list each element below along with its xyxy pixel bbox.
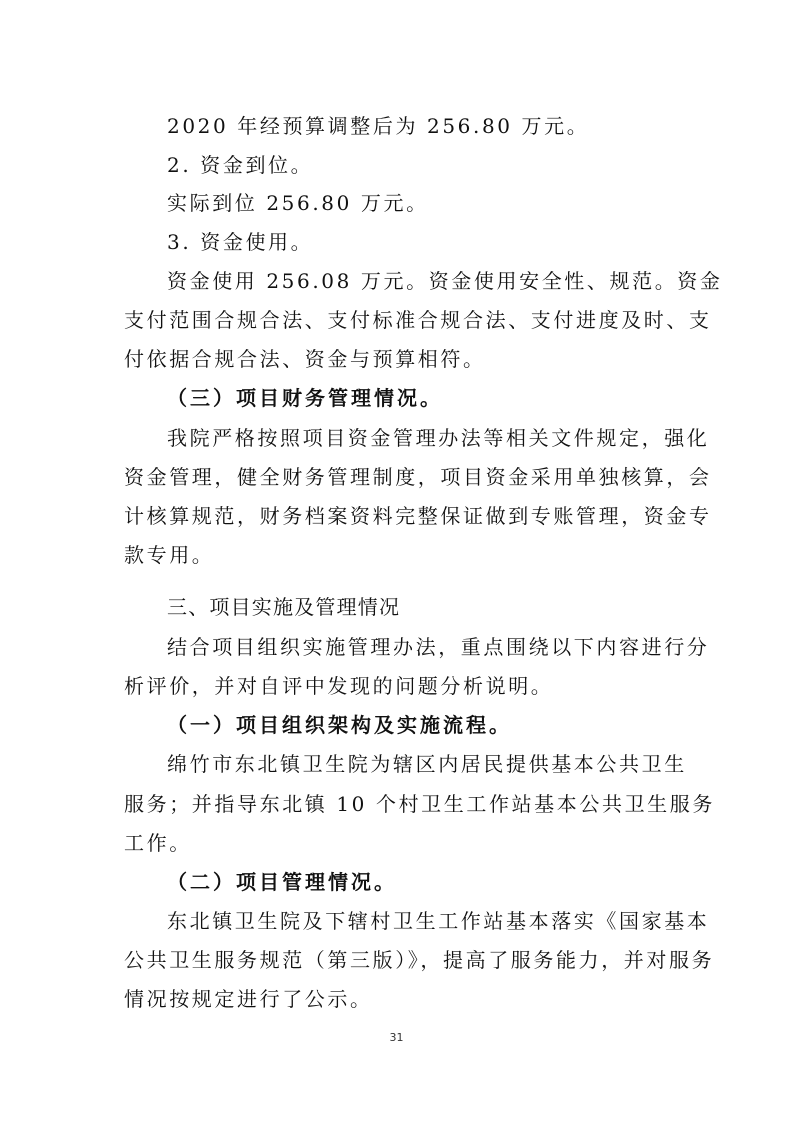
numbered-heading: 3. 资金使用。 (167, 230, 314, 254)
page-number: 31 (389, 1031, 404, 1044)
paragraph-line: 付依据合规合法、资金与预算相符。 (124, 347, 486, 371)
paragraph-line: 资金管理，健全财务管理制度，项目资金采用单独核算，会 (124, 465, 712, 489)
paragraph-line: 我院严格按照项目资金管理办法等相关文件规定，强化 (167, 426, 710, 450)
paragraph-line: 工作。 (124, 831, 192, 855)
paragraph-line: 款专用。 (124, 543, 215, 567)
paragraph-line: 析评价，并对自评中发现的问题分析说明。 (124, 674, 554, 698)
numbered-heading: 2. 资金到位。 (167, 153, 314, 177)
paragraph-line: 支付范围合规合法、支付标准合规合法、支付进度及时、支 (124, 308, 712, 332)
paragraph-line: 计核算规范，财务档案资料完整保证做到专账管理，资金专 (124, 504, 712, 528)
paragraph-line: 绵竹市东北镇卫生院为辖区内居民提供基本公共卫生 (167, 752, 687, 776)
paragraph-line: 结合项目组织实施管理办法，重点围绕以下内容进行分 (167, 635, 710, 659)
paragraph-line: 资金使用 256.08 万元。资金使用安全性、规范。资金 (167, 269, 723, 293)
paragraph-line: 实际到位 256.80 万元。 (167, 191, 429, 215)
section-subheading: （一）项目组织架构及实施流程。 (167, 713, 512, 737)
paragraph-line: 2020 年经预算调整后为 256.80 万元。 (167, 114, 590, 138)
section-subheading: （二）项目管理情况。 (167, 870, 397, 894)
section-subheading: （三）项目财务管理情况。 (167, 386, 443, 410)
paragraph-line: 服务；并指导东北镇 10 个村卫生工作站基本公共卫生服务 (124, 792, 715, 816)
paragraph-line: 公共卫生服务规范（第三版）》，提高了服务能力，并对服务 (124, 948, 715, 972)
paragraph-line: 情况按规定进行了公示。 (124, 987, 373, 1011)
paragraph-line: 东北镇卫生院及下辖村卫生工作站基本落实《国家基本 (167, 909, 710, 933)
section-heading: 三、项目实施及管理情况 (167, 595, 401, 619)
